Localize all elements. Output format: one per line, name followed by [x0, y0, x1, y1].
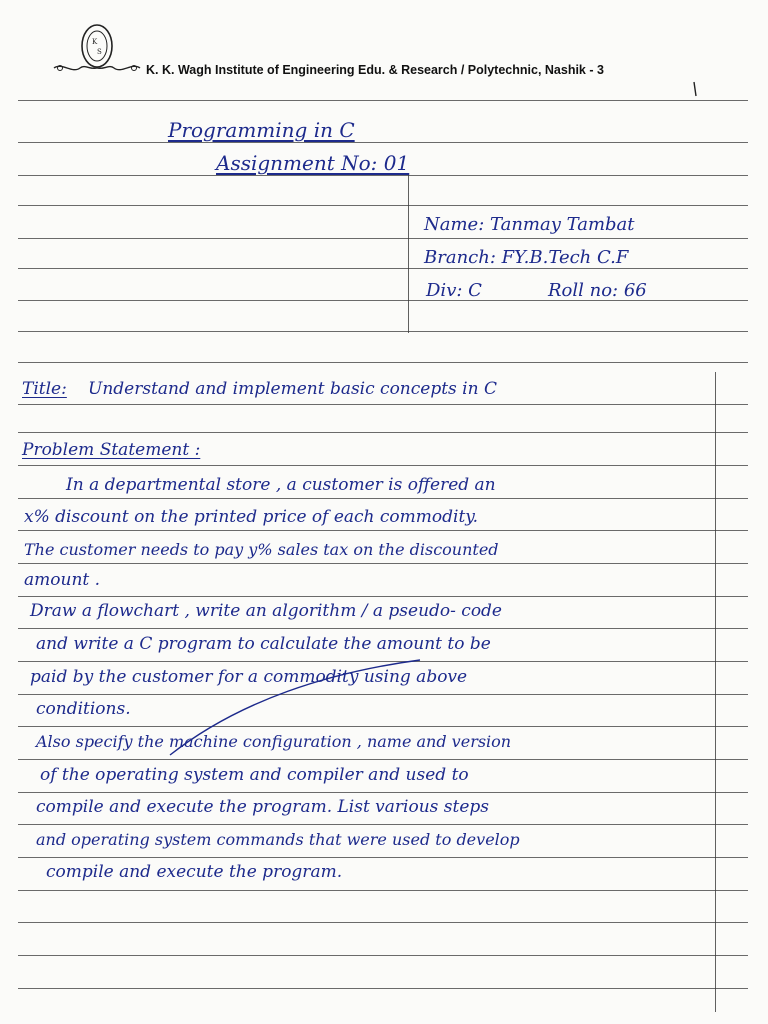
- problem-heading: Problem Statement :: [22, 440, 201, 460]
- title-text: Understand and implement basic concepts in C: [88, 379, 497, 399]
- institute-header: K. K. Wagh Institute of Engineering Edu. & Research / Polytechnic, Nashik - 3: [146, 63, 604, 77]
- ruled-line: [18, 563, 748, 564]
- student-branch: Branch: FY.B.Tech C.F: [424, 247, 629, 268]
- problem-line: compile and execute the program. List various steps: [36, 797, 490, 817]
- ruled-line: [18, 530, 748, 531]
- problem-line: Draw a flowchart , write an algorithm / a pseudo- code: [30, 601, 502, 621]
- problem-line: The customer needs to pay y% sales tax on the discounted: [24, 540, 499, 559]
- ruled-line: [18, 824, 748, 825]
- ruled-line: [18, 498, 748, 499]
- problem-line: compile and execute the program.: [46, 862, 343, 882]
- ruled-line: [18, 759, 748, 760]
- top-margin-rule: [18, 100, 748, 101]
- ruled-line: [18, 362, 748, 363]
- student-div: Div: C: [426, 280, 482, 301]
- problem-line: Also specify the machine configuration , name and version: [36, 732, 512, 751]
- ruled-line: [18, 955, 748, 956]
- svg-text:K: K: [92, 38, 98, 46]
- ruled-line: [18, 175, 748, 176]
- ruled-line: [18, 694, 748, 695]
- ruled-line: [18, 922, 748, 923]
- ruled-line: [18, 792, 748, 793]
- ruled-line: [18, 726, 748, 727]
- ruled-line: [18, 238, 748, 239]
- ruled-line: [18, 404, 748, 405]
- title-label: Title:: [22, 379, 67, 399]
- problem-line: paid by the customer for a commodity using above: [30, 667, 468, 687]
- ruled-line: [18, 465, 748, 466]
- ruled-line: [18, 890, 748, 891]
- ruled-line: [18, 268, 748, 269]
- svg-text:S: S: [97, 48, 102, 56]
- problem-line: In a departmental store , a customer is offered an: [66, 475, 496, 495]
- subject-heading: Programming in C: [168, 118, 355, 142]
- student-roll: Roll no: 66: [548, 280, 647, 301]
- problem-line: amount .: [24, 570, 101, 590]
- problem-line: and write a C program to calculate the amount to be: [36, 634, 491, 654]
- ruled-line: [18, 331, 748, 332]
- ruled-line: [18, 596, 748, 597]
- ruled-line: [18, 661, 748, 662]
- ruled-line: [18, 142, 748, 143]
- problem-line: and operating system commands that were used to develop: [36, 830, 520, 849]
- assignment-heading: Assignment No: 01: [216, 151, 410, 175]
- ruled-line: [18, 205, 748, 206]
- ruled-line: [18, 857, 748, 858]
- institute-logo-icon: [52, 22, 142, 80]
- problem-line: conditions.: [36, 699, 131, 719]
- ruled-line: [18, 988, 748, 989]
- name-box-divider: [408, 175, 409, 333]
- problem-line: of the operating system and compiler and used to: [40, 765, 469, 785]
- ruled-line: [18, 628, 748, 629]
- ruled-line: [18, 432, 748, 433]
- student-name: Name: Tanmay Tambat: [424, 214, 635, 235]
- right-margin-line: [715, 372, 716, 1012]
- problem-line: x% discount on the printed price of each commodity.: [24, 507, 479, 527]
